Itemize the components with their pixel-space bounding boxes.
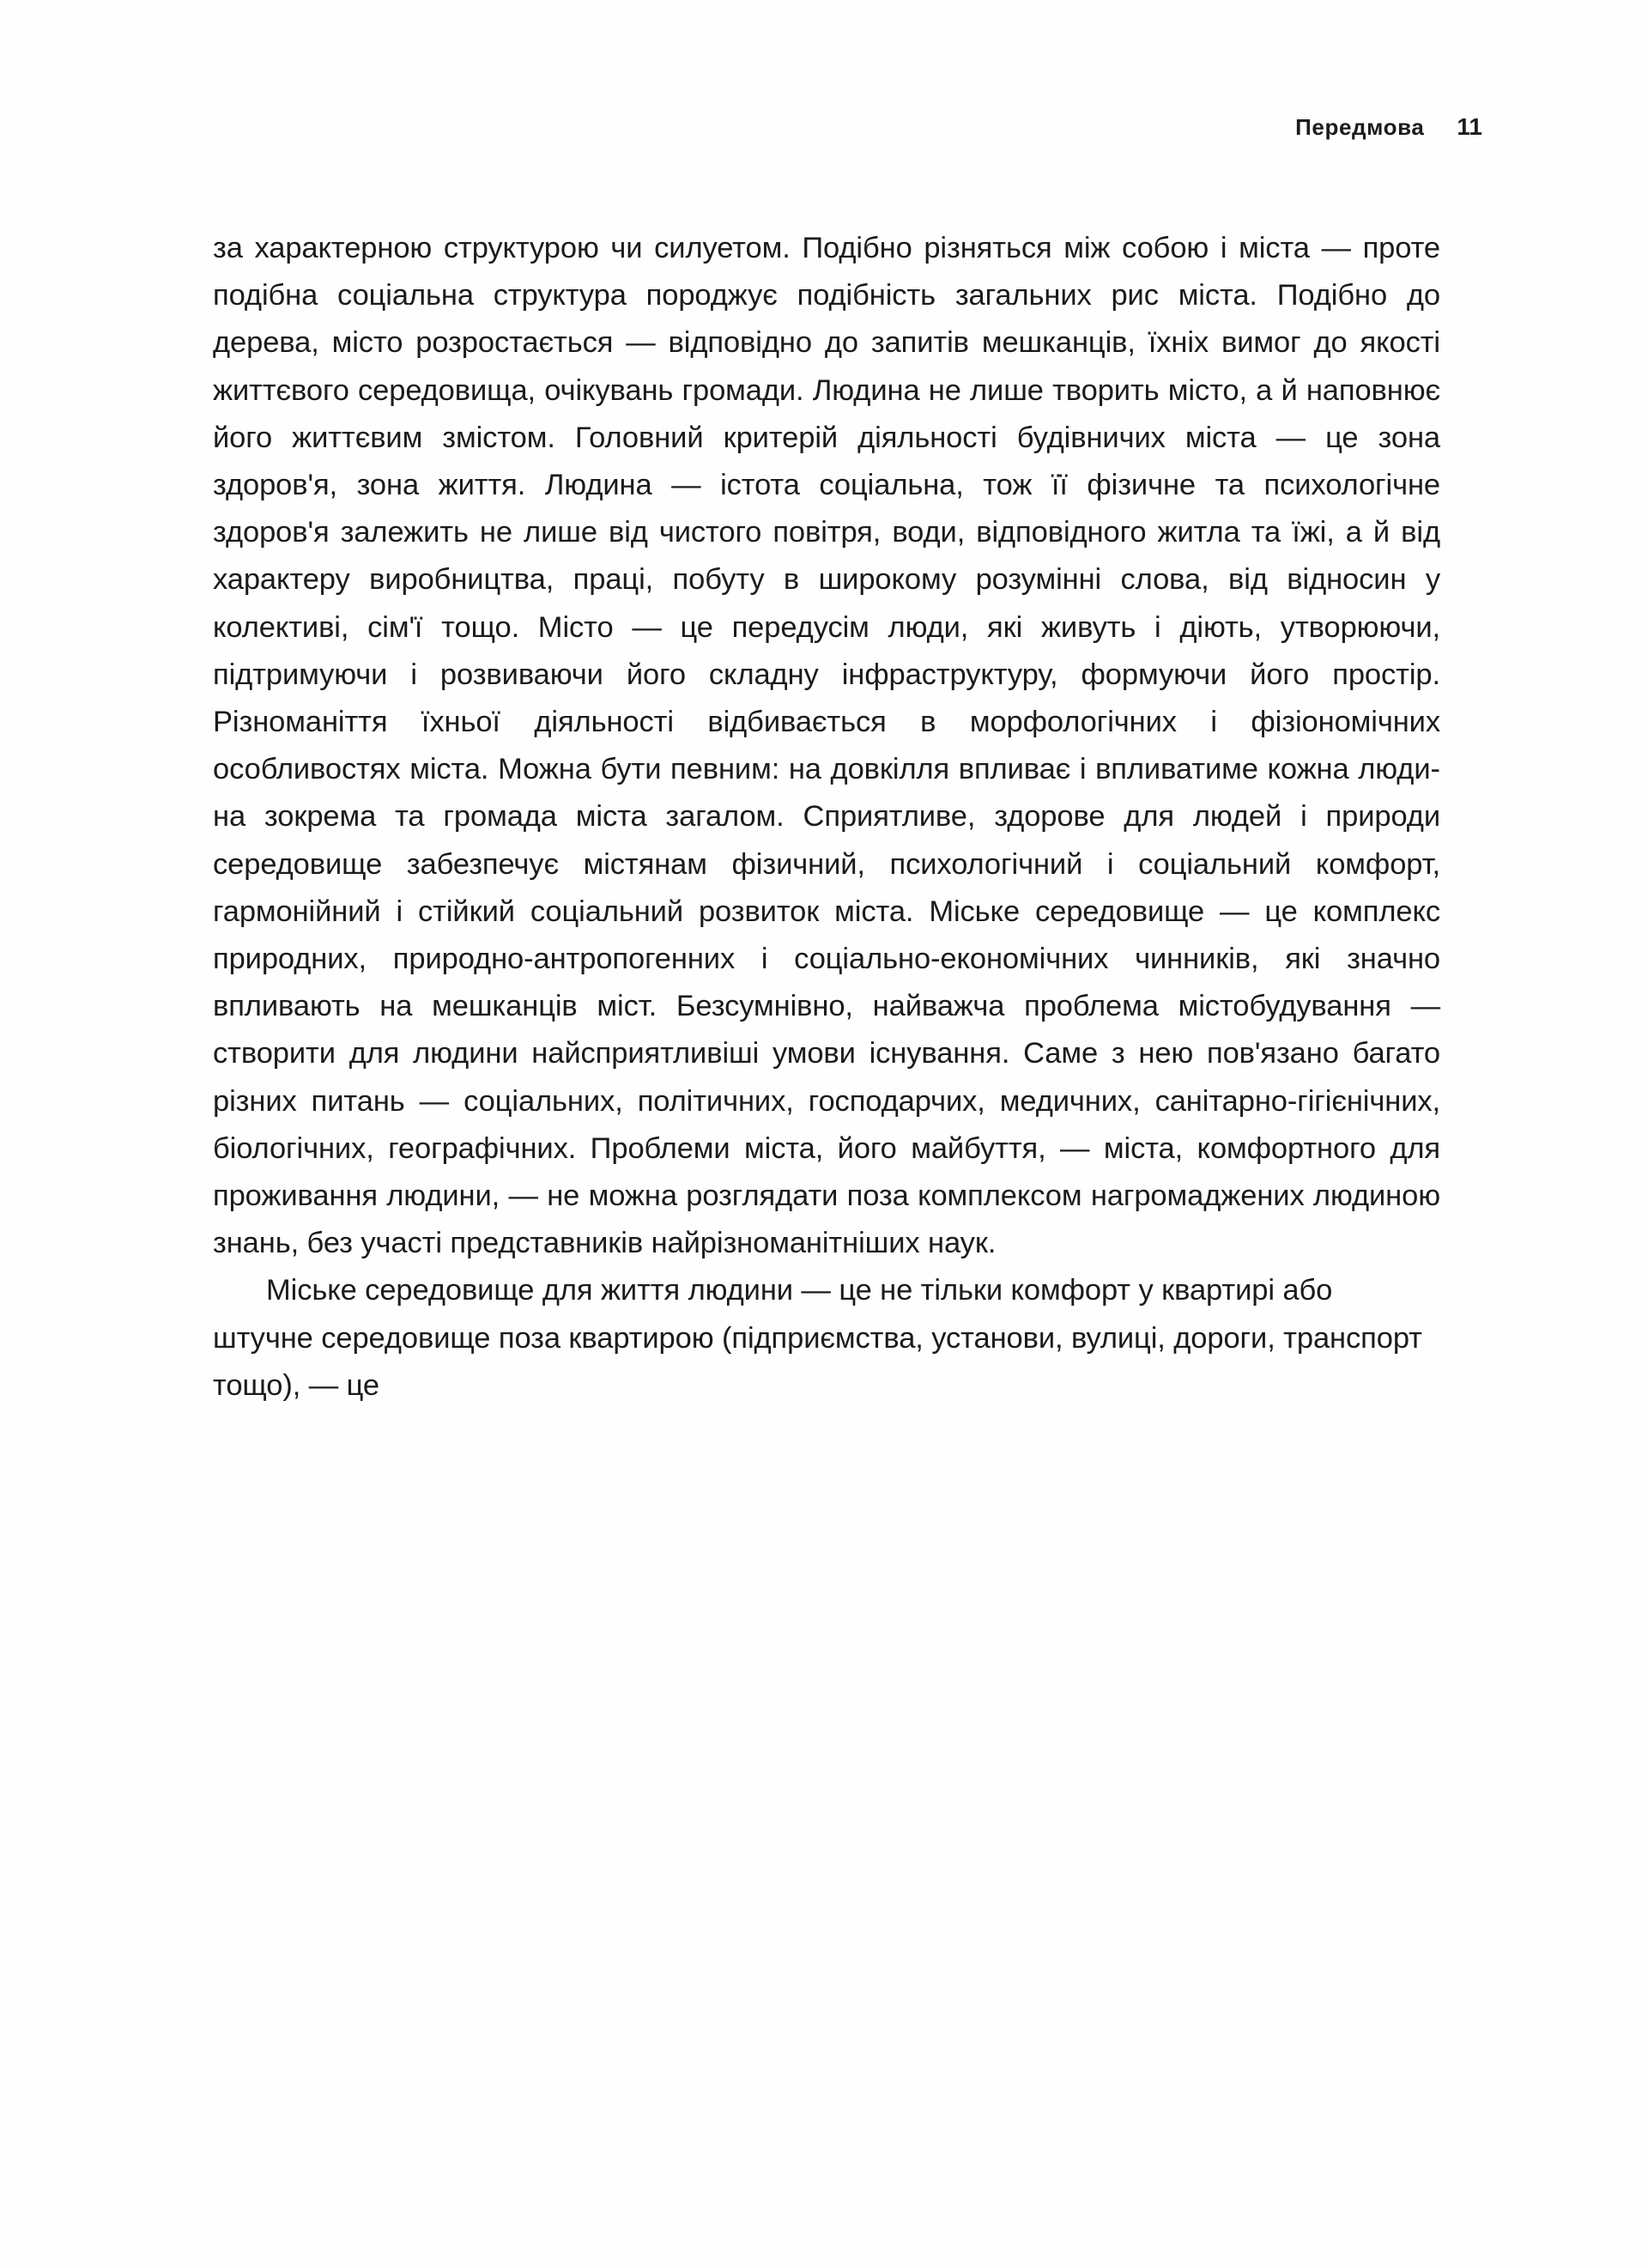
- page-number: 11: [1457, 113, 1482, 140]
- running-head: [0, 113, 1648, 141]
- running-head-chapter-title: Передмова: [1295, 114, 1425, 140]
- body-paragraph: Міське середовище для життя людини — це не тільки комфорт у квартирі або штучне середовище поза квартирою (підприємства, установи, вулиці, дороги, транспорт тощо), — це: [213, 1274, 1422, 1402]
- body-text-column: [213, 225, 1440, 1410]
- body-paragraph: за характерною структурою чи силуетом. Подібно різняться між собою і міста — проте подібна соціальна структура породжує подібність загальних рис міста. Подібно до дерева, місто розростається — відповідно до запитів мешканців, їхніх вимог до якості життєвого середовища, очікувань громади. Людина не лише творить місто, а й наповнює його життєвим змістом. Головний критерій діяльності будівничих міста — це зона здоров'я, зона життя. Людина — істота соціальна, тож її фізичне та психологічне здоров'я залежить не лише від чистого повітря, води, відповідного житла та їжі, а й від характеру виробництва, праці, побуту в широкому розумінні слова, від відносин у колективі, сім'ї тощо. Місто — це передусім люди, які живуть і діють, утворюючи, підтримуючи і розвиваючи його складну інфраструктуру, формуючи його простір. Різноманіття їхньої діяльності відбивається в морфологічних і фізіономічних особливостях міста. Можна бути певним: на довкілля впливає і впливатиме кожна людина зокрема та громада міста загалом. Сприятливе, здорове для людей і природи середовище забезпечує містянам фізичний, психологічний і соціальний комфорт, гармонійний і стійкий соціальний розвиток міста. Міське середовище — це комплекс природних, природно-антропогенних і соціально-економічних чинників, які значно впливають на мешканців міст. Безсумнівно, найважча проблема містобудування — створити для людини найсприятливіші умови існування. Саме з нею пов'язано багато різних питань — соціальних, політичних, господарчих, медичних, санітарно-гігієнічних, біологічних, географічних. Проблеми міста, його майбуття, — міста, комфортного для проживання людини, — не можна розглядати поза комплексом нагромаджених людиною знань, без участі представників найрізноманітніших наук.: [213, 232, 1440, 1260]
